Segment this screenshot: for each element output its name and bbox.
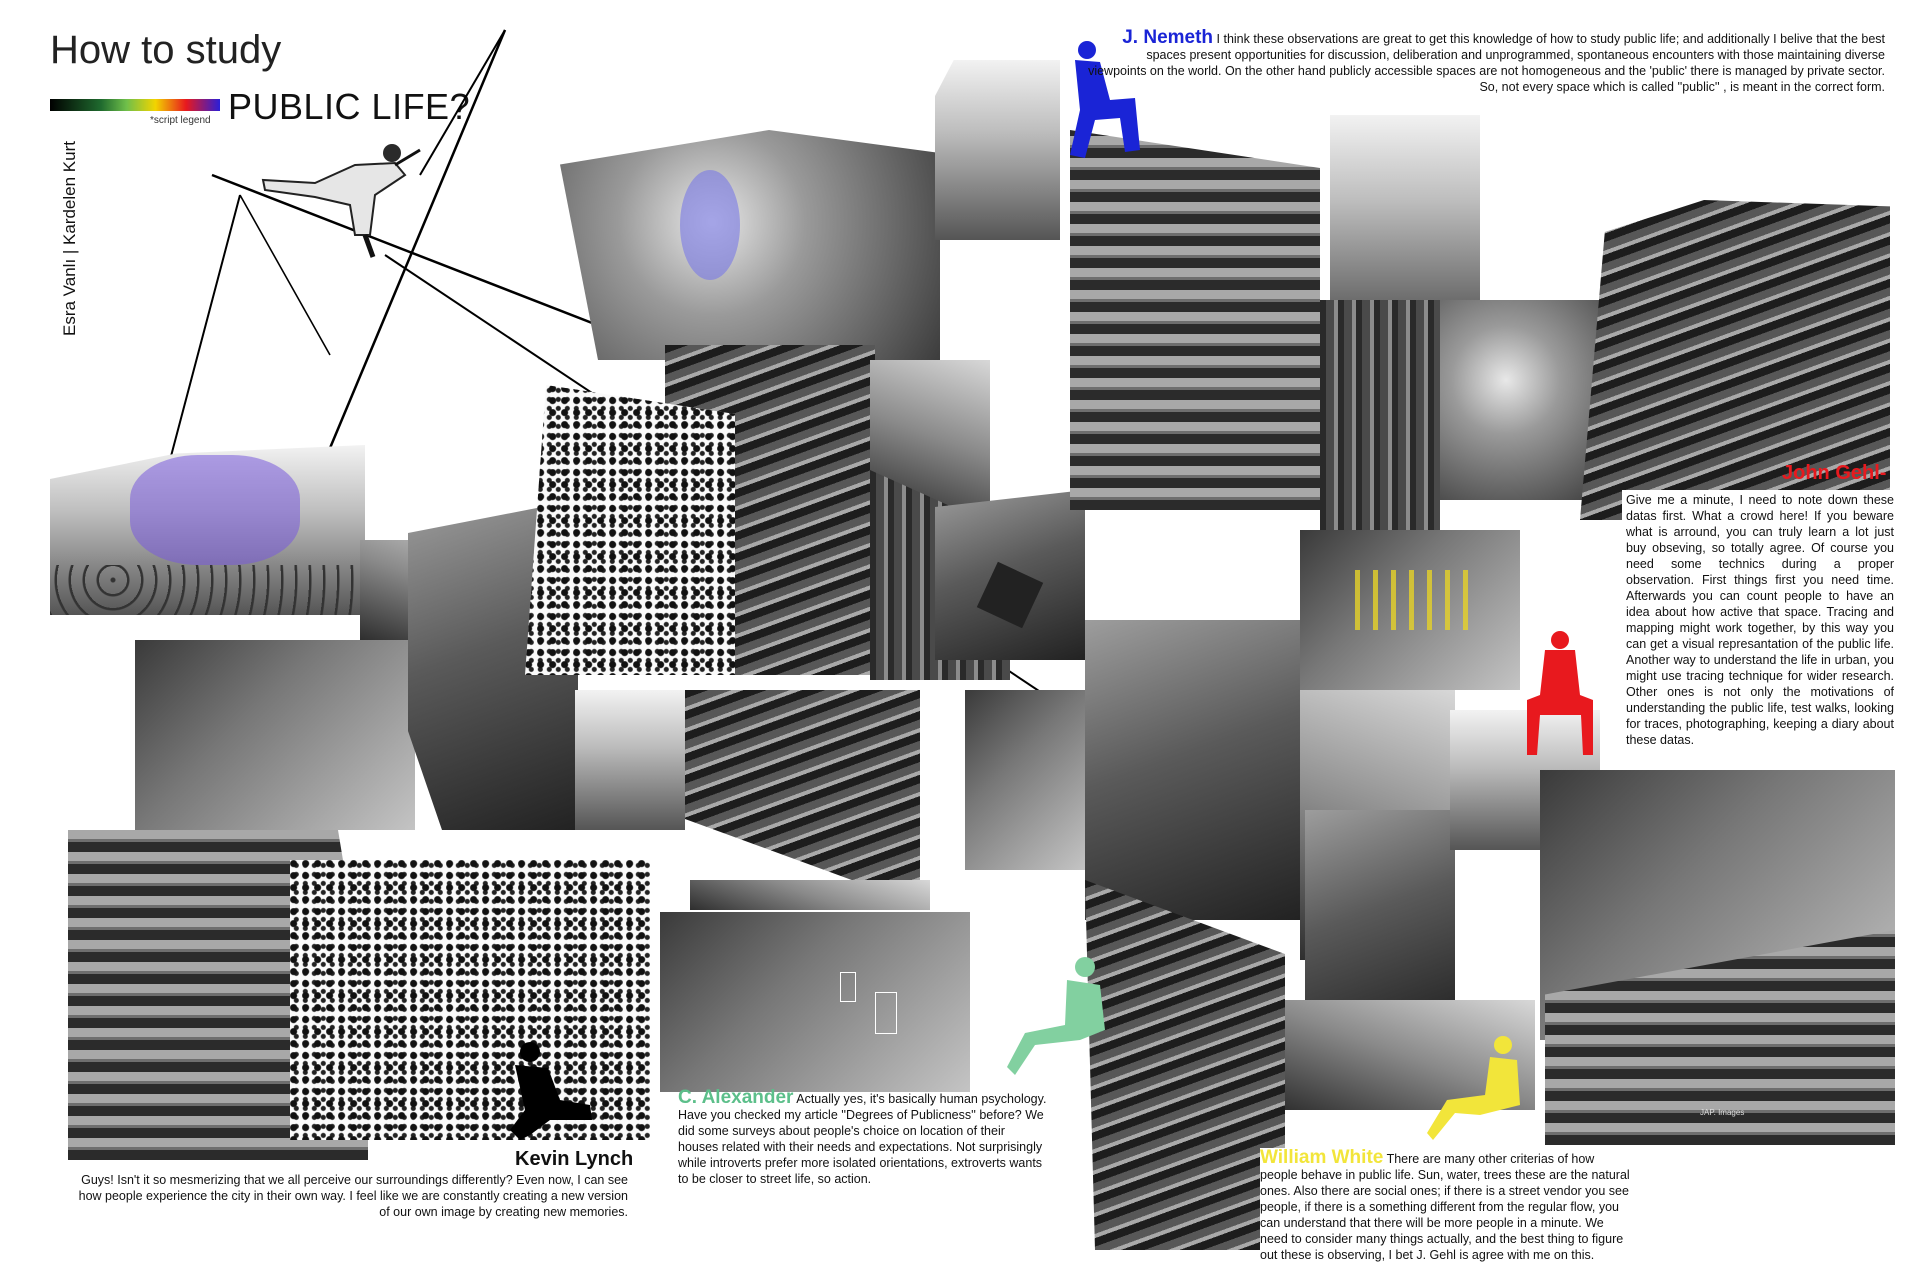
yellow-planter-highlight <box>1355 570 1475 630</box>
cube-shape <box>977 562 1043 628</box>
alexander-text: Actually yes, it's basically human psychology. Have you checked my article ''Degrees of Publicness'' before? We did some surveys about people's choice on location of their houses related with their needs and expectations. Not surprisingly while introverts prefer more isolated orientations, extroverts wants to be closer to street life, so action. <box>678 1092 1047 1186</box>
two-girls-photo <box>935 60 1060 240</box>
beach-runners-photo <box>575 690 685 830</box>
gehl-text: Give me a minute, I need to note down these datas first. What a crowd here! If you beware what is arround, you can truly learn a lot just buy obseving, so totally agree. Of course you need some technics during a proper observation. First things first you need time. Afterwards you can count people to have an idea about how active that space. Tracing and mapping might work together, by this way you can get a visual represantation of the public life. Another way to understand the life in urban, you might use tracing technique for wider research. Other ones is not only the motivations of understanding the public life, test walks, looking for traces, photographing, keeping a diary about these datas. <box>1622 490 1896 752</box>
alexander-quote <box>678 1087 1048 1187</box>
swings-photo <box>690 880 930 910</box>
green-sitter-silhouette <box>1005 955 1120 1090</box>
lynch-name: Kevin Lynch <box>515 1148 634 1170</box>
laundry-street-photo <box>1070 130 1320 510</box>
nemeth-quote <box>1085 27 1885 95</box>
white-quote <box>1260 1148 1632 1265</box>
library-steps-photo <box>1085 620 1300 920</box>
pigeons-dancers-photo <box>50 445 365 615</box>
building-facade-photo <box>1320 300 1440 540</box>
white-name: William White <box>1260 1147 1384 1168</box>
tracking-box-1 <box>875 992 897 1034</box>
jumper-fence-photo <box>1440 300 1605 500</box>
girl-window-photo <box>1330 115 1480 330</box>
fountain-plaza-photo <box>560 130 940 360</box>
white-text: There are many other criterias of how people behave in public life. Sun, water, trees these are the natural ones. Also there are social ones; if there is a street vendor you see people, if there is a something different from the regular flow, you can understand that there will be more people in a minute. We need to consider many things actually, and the best thing to figure out these is observing, I bet J. Gehl is agree with me on this. <box>1260 1152 1630 1262</box>
fountain-blue-tint <box>680 170 740 280</box>
bare-tree-photo <box>525 385 735 675</box>
title-line-1: How to study <box>50 28 282 72</box>
gehl-name: John Gehl- <box>1782 462 1887 484</box>
authors-credit: Esra Vanlı | Kardelen Kurt <box>60 141 79 336</box>
black-sitter-silhouette <box>490 1040 600 1150</box>
suit-man-steps-photo <box>1305 810 1455 1030</box>
planter-photo <box>1300 530 1520 690</box>
tightrope-walker-figure <box>255 135 425 265</box>
plaza-seating-photo <box>660 912 970 1092</box>
purple-dancer-tint <box>130 455 300 565</box>
children-waterfront-photo <box>135 640 415 830</box>
nemeth-name: J. Nemeth <box>1122 27 1214 48</box>
pigeons-ground <box>50 565 365 615</box>
tracking-box-2 <box>840 972 856 1002</box>
lynch-text: Guys! Isn't it so mesmerizing that we all perceive our surroundings differently? Even now, I can see how people experience the city in their own way. I feel like we are constantly creating a new version of our own image by creating new memories. <box>78 1173 628 1219</box>
script-legend-caption: *script legend <box>150 115 211 126</box>
cube-base-photo <box>965 690 1085 870</box>
title-line-2: PUBLIC LIFE? <box>228 86 471 127</box>
alexander-name: C. Alexander <box>678 1087 794 1108</box>
cube-sculpture-photo <box>935 490 1085 660</box>
photo-credit: JAP. Images <box>1700 1108 1745 1117</box>
yellow-sitter-silhouette <box>1425 1035 1535 1145</box>
nemeth-text: I think these observations are great to get this knowledge of how to study public life; and additionally I belive that the best spaces present opportunities for discussion, deliberation and unprogrammed, spontaneous encounters with those maintaining diverse viewpoints on the world. On the other hand publicly accessible spaces are not homogeneous and the 'public' there is managed by private sector. So, not every space which is called ''public'' , is meant in the correct form. <box>1088 32 1885 94</box>
red-sitter-silhouette <box>1525 630 1595 760</box>
